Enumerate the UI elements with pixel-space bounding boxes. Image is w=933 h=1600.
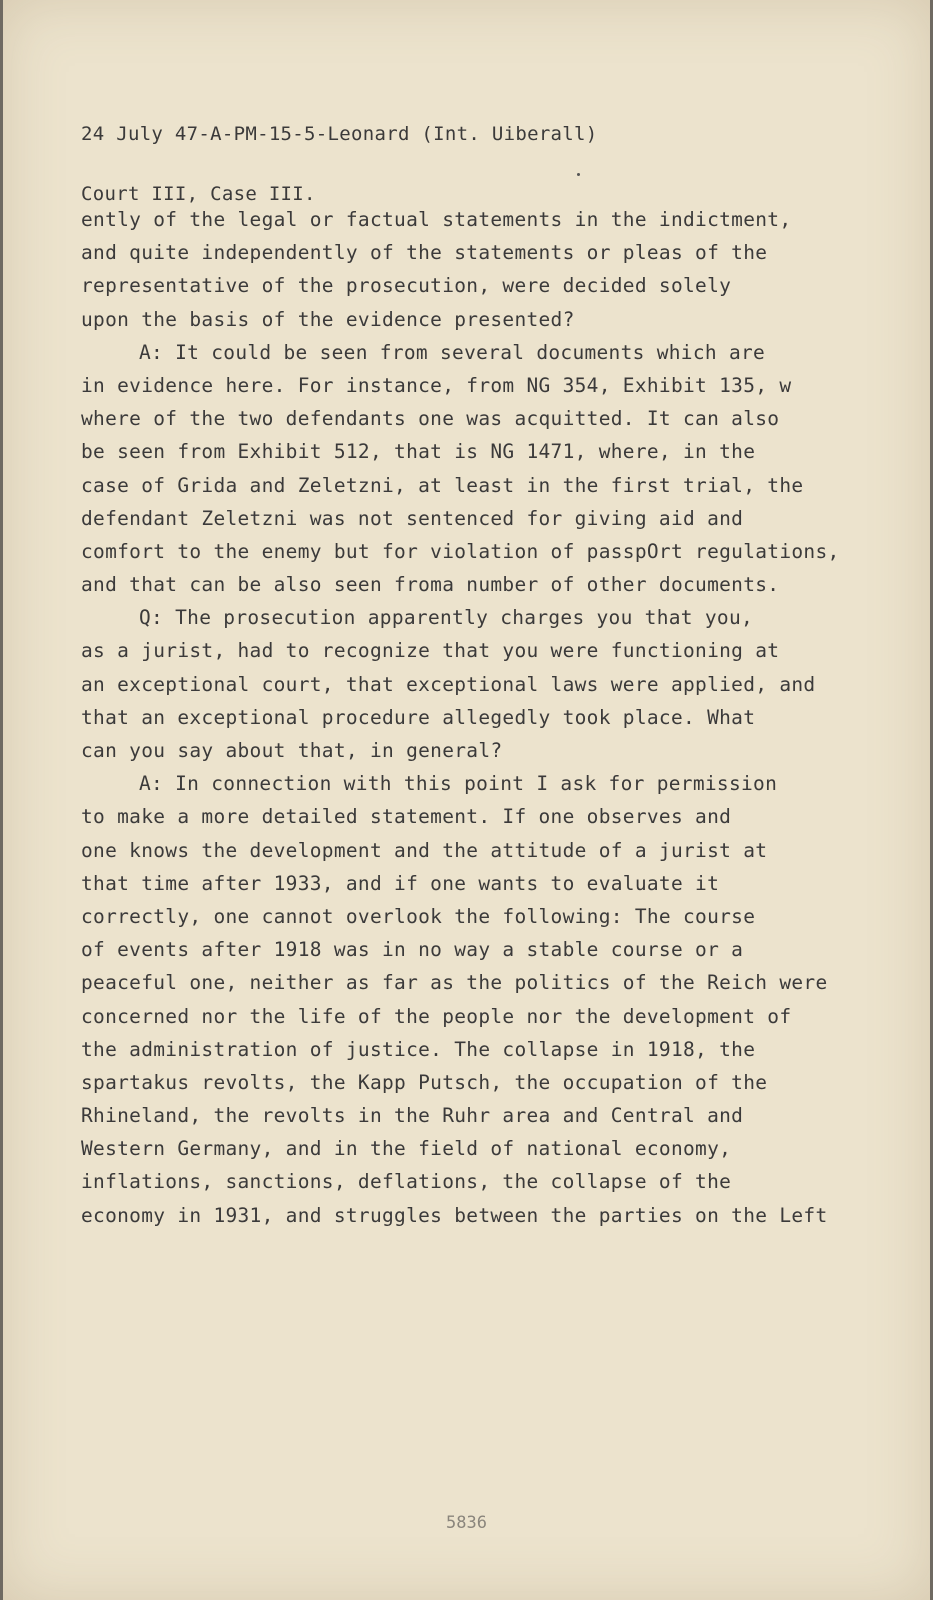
page-number: 5836 [446,1513,487,1533]
transcript-line: as a jurist, had to recognize that you were functioning at [81,639,780,663]
transcript-line: Western Germany, and in the field of national economy, [81,1137,732,1161]
transcript-line: Rhineland, the revolts in the Ruhr area and Central and [81,1104,744,1128]
transcript-line: the administration of justice. The collapse in 1918, the [81,1037,756,1061]
transcript-line: of events after 1918 was in no way a stable course or a [81,938,744,962]
transcript-line: and that can be also seen froma number of other documents. [81,573,780,597]
document-page [3,0,930,1600]
transcript-body [81,203,840,1232]
transcript-line: in evidence here. For instance, from NG 354, Exhibit 135, w [81,373,792,397]
answer-line: A: It could be seen from several documents which are [139,340,766,364]
transcript-line: peaceful one, neither as far as the politics of the Reich were [81,971,828,995]
transcript-line: upon the basis of the evidence presented? [81,307,575,331]
transcript-line: that time after 1933, and if one wants to evaluate it [81,871,720,895]
transcript-line: where of the two defendants one was acquitted. It can also [81,407,780,431]
transcript-line: correctly, one cannot overlook the following: The course [81,904,756,928]
transcript-line: be seen from Exhibit 512, that is NG 1471, where, in the [81,440,756,464]
transcript-line: and quite independently of the statements or pleas of the [81,241,768,265]
question-line: Q: The prosecution apparently charges you that you, [139,606,754,630]
transcript-line: defendant Zeletzni was not sentenced for giving aid and [81,506,744,530]
transcript-line: ently of the legal or factual statements in the indictment, [81,208,792,231]
transcript-line: comfort to the enemy but for violation of passpOrt regulations, [81,539,840,563]
paper-speck [577,173,580,176]
header-line-date-session: 24 July 47-A-PM-15-5-Leonard (Int. Uiberall) [81,123,598,145]
transcript-line: can you say about that, in general? [81,739,503,762]
header-line-court-case: Court III, Case III. [81,183,316,205]
transcript-line: that an exceptional procedure allegedly took place. What [81,705,756,729]
transcript-line: economy in 1931, and struggles between the parties on the Left [81,1203,828,1227]
transcript-line: an exceptional court, that exceptional laws were applied, and [81,672,816,696]
transcript-line: representative of the prosecution, were decided solely [81,274,732,298]
transcript-line: concerned nor the life of the people nor the development of [81,1004,792,1028]
transcript-line: spartakus revolts, the Kapp Putsch, the occupation of the [81,1070,768,1094]
transcript-line: to make a more detailed statement. If one observes and [81,805,732,829]
transcript-line: one knows the development and the attitude of a jurist at [81,838,768,862]
answer-line: A: In connection with this point I ask for permission [139,772,778,796]
transcript-line: inflations, sanctions, deflations, the collapse of the [81,1170,732,1194]
transcript-line: case of Grida and Zeletzni, at least in the first trial, the [81,473,804,497]
